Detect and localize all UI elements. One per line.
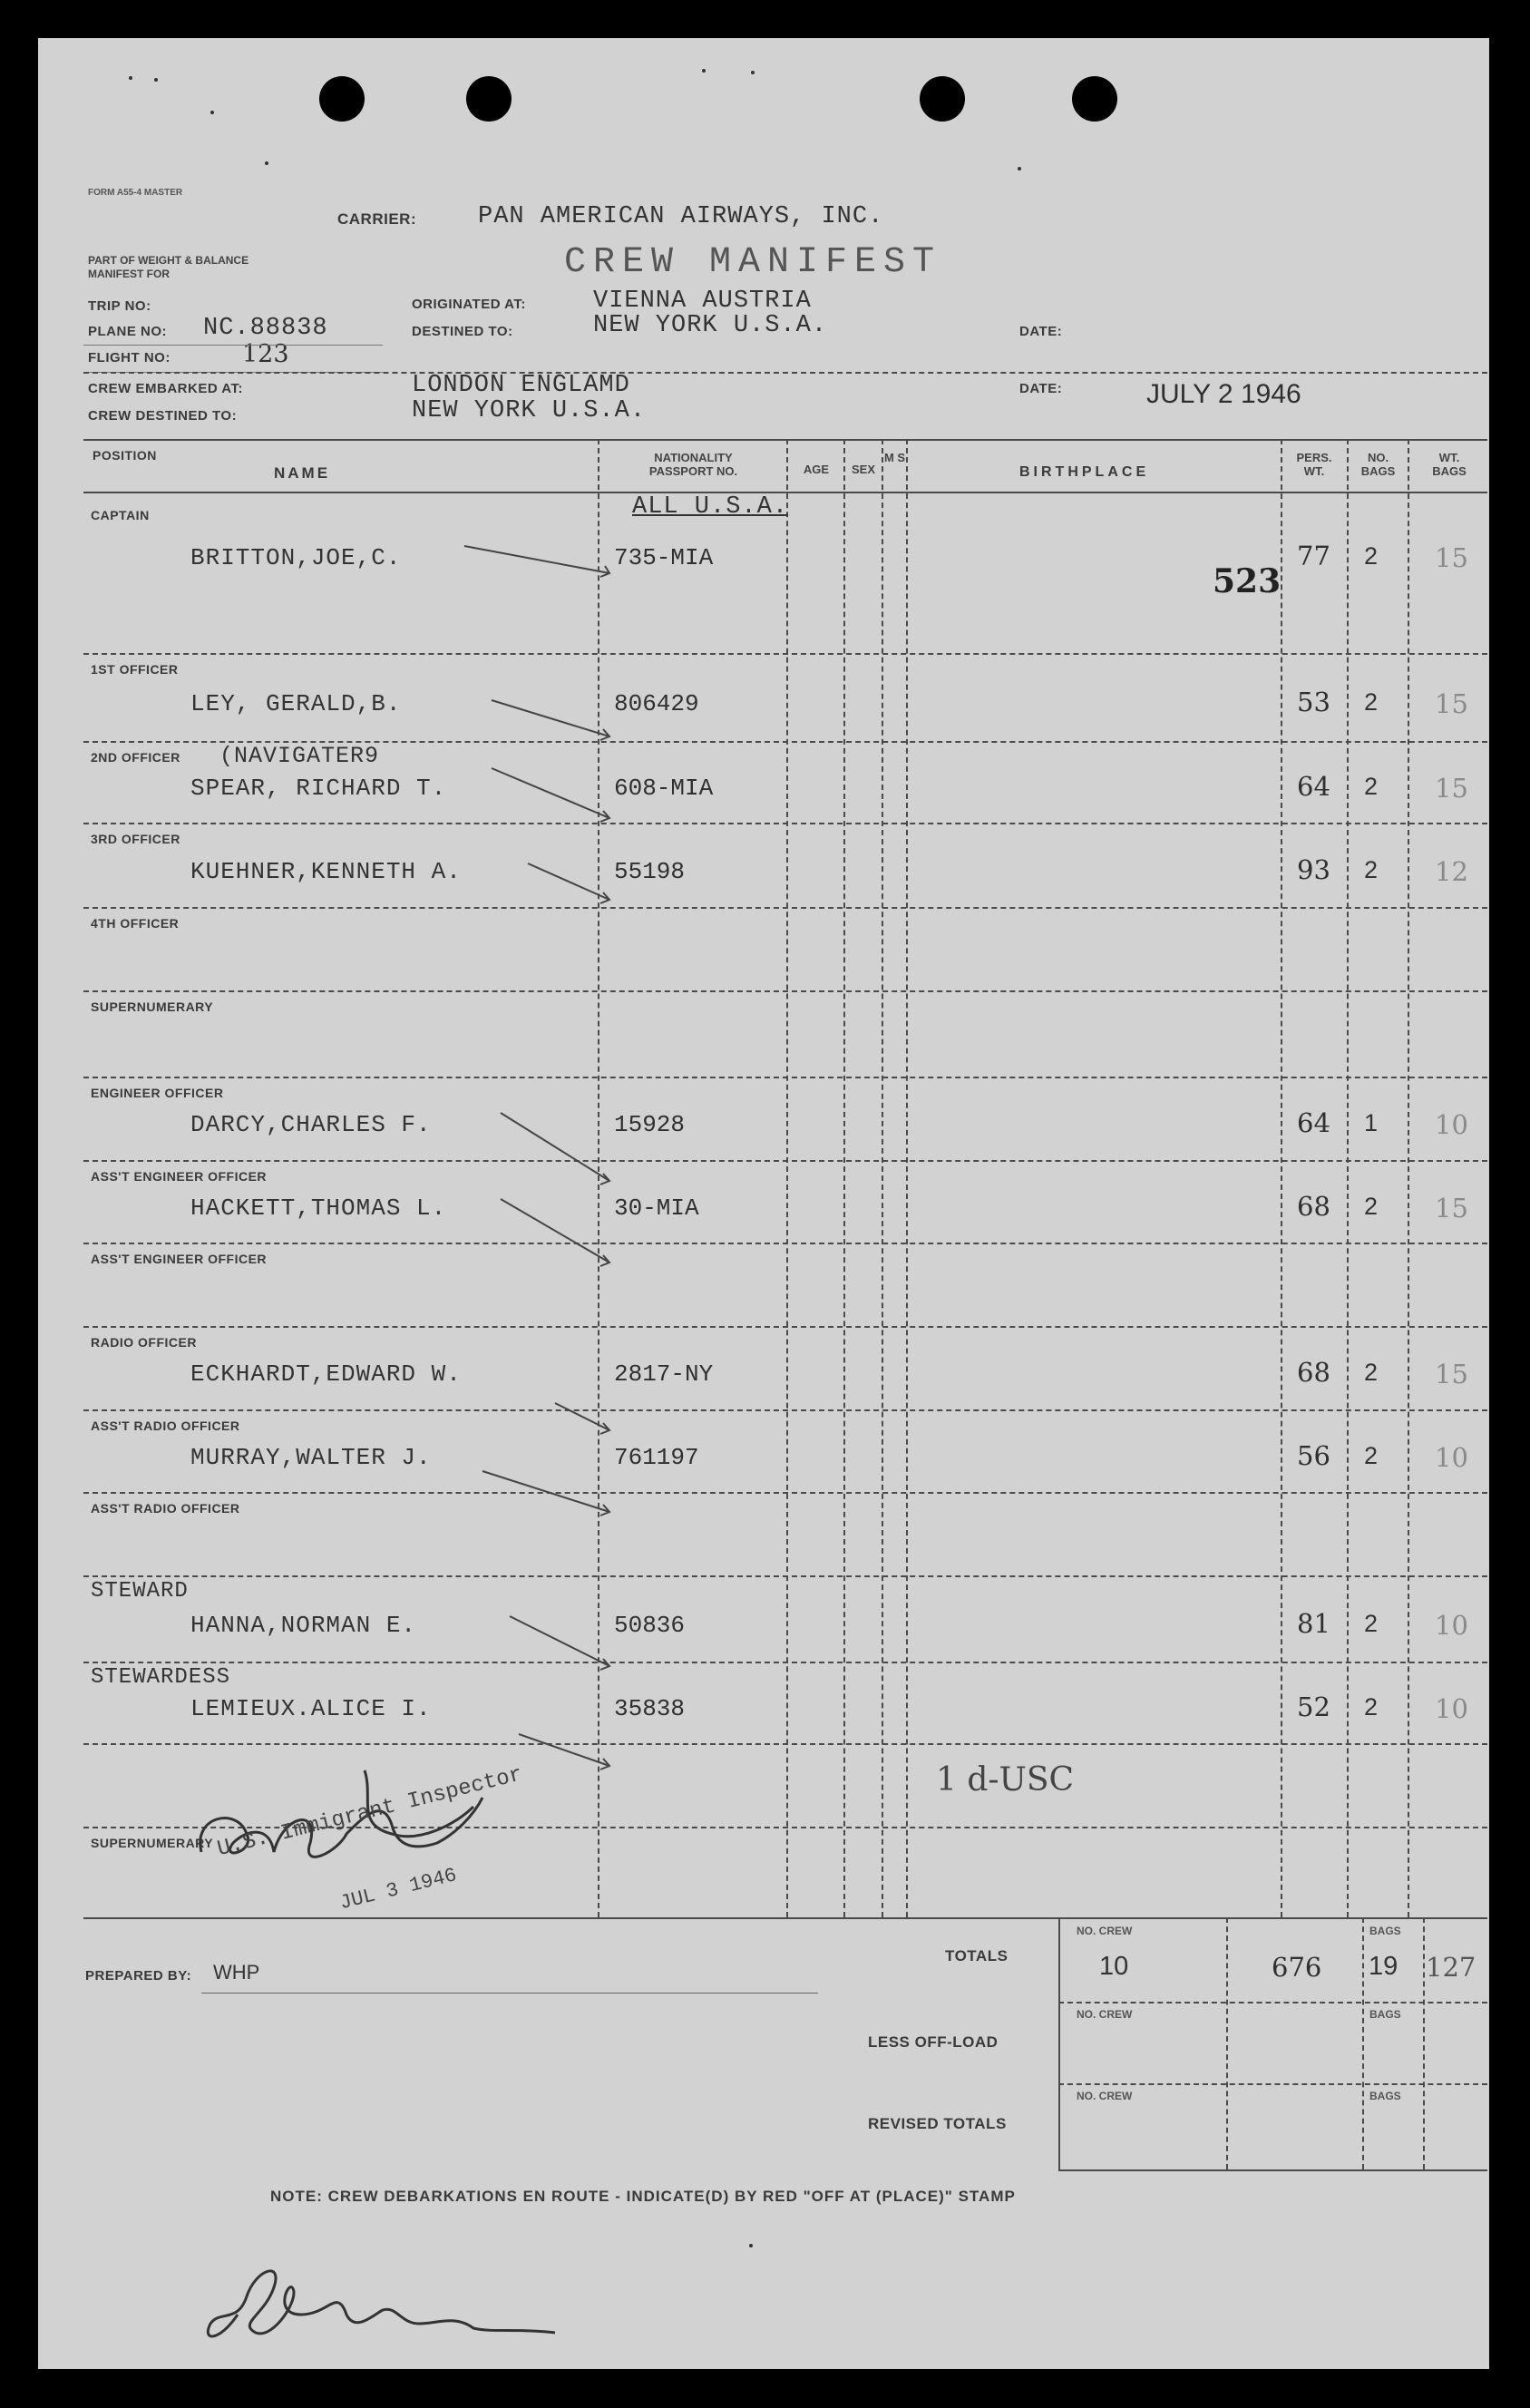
col-age: AGE: [803, 463, 830, 476]
destined-value: NEW YORK U.S.A.: [593, 312, 828, 339]
position-label: ASS'T ENGINEER OFFICER: [91, 1252, 268, 1266]
form-number: FORM A55-4 MASTER: [88, 188, 183, 198]
flight-no-label: FLIGHT NO:: [88, 350, 171, 366]
arrow-icon: [492, 768, 609, 822]
totals-rule: [1058, 2169, 1487, 2171]
row-divider: [83, 1326, 1487, 1328]
passport-no: 735-MIA: [614, 544, 714, 571]
arrow-icon: [501, 1199, 609, 1266]
col-bag-wt: [1409, 451, 1489, 478]
position-label: 4TH OFFICER: [91, 916, 180, 931]
speck: [1018, 167, 1021, 171]
date-label-2: DATE:: [1019, 381, 1063, 396]
carrier-value: PAN AMERICAN AIRWAYS, INC.: [478, 203, 884, 230]
crew-name: HACKETT,THOMAS L.: [190, 1194, 447, 1222]
passport-no: 30-MIA: [614, 1194, 699, 1222]
footer-rule: [83, 1917, 1487, 1919]
total-bag-weight: 127: [1426, 1952, 1476, 1983]
crew-embarked-label: CREW EMBARKED AT:: [88, 381, 243, 396]
position-label: STEWARD: [91, 1579, 189, 1604]
stamp-title: U.S. Immigrant Inspector: [215, 1762, 525, 1863]
crew-name: DARCY,CHARLES F.: [190, 1111, 432, 1138]
date-value: JULY 2 1946: [1146, 379, 1301, 409]
total-bags: 19: [1369, 1952, 1398, 1981]
passport-no: 55198: [614, 858, 686, 885]
revised-totals-label: REVISED TOTALS: [868, 2115, 1007, 2132]
row-divider: [83, 1243, 1487, 1244]
totals-divider: [1058, 1917, 1060, 2169]
bag-count: 2: [1364, 1693, 1379, 1721]
col-bags: [1349, 451, 1408, 478]
totals-rule: [1058, 2083, 1487, 2085]
personal-weight: 52: [1297, 1691, 1330, 1722]
col-nationality: [600, 451, 786, 478]
punch-hole: [319, 76, 365, 122]
row-divider: [83, 1492, 1487, 1494]
bag-weight: 10: [1435, 1442, 1468, 1473]
flight-no-value: 123: [242, 340, 289, 368]
crew-name: HANNA,NORMAN E.: [190, 1612, 417, 1639]
trip-no-label: TRIP NO:: [88, 298, 151, 314]
personal-weight: 64: [1297, 1107, 1330, 1138]
col-bag-wt-line2: BAGS: [1432, 464, 1467, 478]
signature-stroke: [208, 2271, 555, 2336]
personal-weight: 81: [1297, 1608, 1330, 1639]
destined-label: DESTINED TO:: [412, 324, 513, 339]
speck: [265, 161, 268, 165]
col-divider: [906, 439, 908, 1917]
bags-label: BAGS: [1369, 2090, 1401, 2102]
position-label: ASS'T RADIO OFFICER: [91, 1501, 240, 1516]
totals-divider: [1362, 1917, 1364, 2169]
crew-name: MURRAY,WALTER J.: [190, 1444, 432, 1471]
less-offload-label: LESS OFF-LOAD: [868, 2033, 999, 2051]
position-label: 1ST OFFICER: [91, 662, 179, 677]
position-label: SUPERNUMERARY: [91, 999, 214, 1014]
manifest-sheet: [38, 38, 1489, 2369]
arrow-icon: [519, 1734, 609, 1769]
bag-count: 2: [1364, 856, 1379, 883]
arrow-icon: [492, 700, 609, 740]
position-label: SUPERNUMERARY: [91, 1836, 214, 1850]
col-nationality-line1: NATIONALITY: [654, 451, 733, 464]
originated-value: VIENNA AUSTRIA: [593, 288, 812, 315]
bag-weight: 12: [1435, 856, 1468, 887]
speck: [129, 76, 132, 80]
check-arrows: [428, 528, 646, 1779]
footer-note: NOTE: CREW DEBARKATIONS EN ROUTE - INDICATE(D) BY RED "OFF AT (PLACE)" STAMP: [270, 2188, 1016, 2205]
manifest-for-label: MANIFEST FOR: [88, 268, 170, 280]
position-label: ENGINEER OFFICER: [91, 1086, 224, 1100]
col-nationality-line2: PASSPORT NO.: [648, 464, 738, 478]
originated-label: ORIGINATED AT:: [412, 297, 526, 312]
captain-signature: [201, 2260, 582, 2360]
row-divider: [83, 1077, 1487, 1078]
position-label: ASS'T ENGINEER OFFICER: [91, 1169, 268, 1184]
bag-weight: 15: [1435, 1193, 1468, 1223]
position-label: CAPTAIN: [91, 508, 150, 522]
bag-weight: 15: [1435, 1359, 1468, 1389]
row-divider: [83, 1662, 1487, 1663]
arrow-icon: [464, 546, 609, 577]
row-divider: [83, 1409, 1487, 1411]
passport-no: 608-MIA: [614, 775, 714, 802]
crew-name: LEY, GERALD,B.: [190, 690, 402, 717]
crew-embarked-value: LONDON ENGLAMD: [412, 372, 630, 399]
passport-no: 35838: [614, 1695, 686, 1722]
stamp-date: JUL 3 1946: [337, 1864, 460, 1916]
handwritten-note: 1 d-USC: [936, 1761, 1075, 1799]
totals-divider: [1226, 1917, 1228, 2169]
personal-weight: 93: [1297, 854, 1330, 885]
personal-weight: 64: [1297, 771, 1330, 802]
bags-label: BAGS: [1369, 1925, 1401, 1937]
bag-count: 2: [1364, 1193, 1379, 1220]
crew-destined-label: CREW DESTINED TO:: [88, 408, 238, 424]
arrow-icon: [482, 1471, 609, 1516]
row-divider: [83, 823, 1487, 824]
date-label-1: DATE:: [1019, 324, 1063, 339]
passport-no: 15928: [614, 1111, 686, 1138]
col-ms: M S: [883, 451, 906, 464]
personal-weight: 77: [1297, 541, 1330, 571]
no-crew-label: NO. CREW: [1077, 2090, 1133, 2102]
totals-divider: [1423, 1917, 1425, 2169]
passport-no: 761197: [614, 1444, 699, 1471]
part-of-label: PART OF WEIGHT & BALANCE: [88, 254, 249, 267]
row-divider: [83, 907, 1487, 909]
personal-weight: 53: [1297, 687, 1330, 717]
total-weight: 676: [1272, 1952, 1322, 1983]
col-pers-wt-line2: WT.: [1303, 464, 1325, 478]
col-birthplace: BIRTHPLACE: [1019, 464, 1150, 480]
passport-no: 2817-NY: [614, 1360, 714, 1388]
row-divider: [83, 1160, 1487, 1162]
crew-name: KUEHNER,KENNETH A.: [190, 858, 462, 885]
bag-weight: 10: [1435, 1693, 1468, 1724]
header-divider: [83, 372, 1487, 374]
bag-weight: 15: [1435, 688, 1468, 719]
col-divider: [1408, 439, 1409, 1917]
plane-no-value: NC.88838: [203, 315, 328, 342]
bag-weight: 15: [1435, 773, 1468, 804]
bag-weight: 15: [1435, 542, 1468, 573]
prepared-by-label: PREPARED BY:: [85, 1968, 192, 1984]
punch-hole: [1072, 76, 1117, 122]
bag-count: 2: [1364, 1359, 1379, 1386]
speck: [154, 78, 158, 82]
rule: [83, 345, 383, 346]
bag-count: 2: [1364, 773, 1379, 800]
crew-name: ECKHARDT,EDWARD W.: [190, 1360, 462, 1388]
arrow-icon: [555, 1403, 609, 1434]
col-pers-wt-line1: PERS.: [1296, 451, 1332, 464]
speck: [751, 71, 755, 74]
crew-destined-value: NEW YORK U.S.A.: [412, 397, 647, 424]
total-crew: 10: [1099, 1952, 1129, 1981]
row-divider: [83, 653, 1487, 655]
bags-label: BAGS: [1369, 2008, 1401, 2021]
row-divider: [83, 990, 1487, 992]
bag-count: 2: [1364, 1442, 1379, 1469]
personal-weight: 56: [1297, 1440, 1330, 1471]
bag-weight: 10: [1435, 1109, 1468, 1140]
col-divider: [786, 439, 788, 1917]
position-label: ASS'T RADIO OFFICER: [91, 1418, 240, 1433]
position-label: 3RD OFFICER: [91, 832, 180, 846]
plane-no-label: PLANE NO:: [88, 324, 167, 339]
col-divider: [882, 439, 883, 1917]
page-number: 523: [1213, 562, 1281, 600]
personal-weight: 68: [1297, 1191, 1330, 1222]
speck: [749, 2244, 753, 2247]
col-divider: [1347, 439, 1349, 1917]
totals-rule: [1058, 2002, 1487, 2003]
col-bags-line2: BAGS: [1360, 464, 1396, 478]
personal-weight: 68: [1297, 1357, 1330, 1388]
table-top-rule: [83, 439, 1487, 441]
col-name: NAME: [274, 464, 331, 482]
col-pers-wt: [1282, 451, 1346, 478]
position-label: 2ND OFFICER: [91, 750, 180, 765]
row-divider: [83, 1575, 1487, 1577]
col-divider: [1281, 439, 1282, 1917]
totals-label: TOTALS: [945, 1947, 1009, 1964]
no-crew-label: NO. CREW: [1077, 2008, 1133, 2021]
bag-count: 2: [1364, 1610, 1379, 1637]
crew-name: SPEAR, RICHARD T.: [190, 775, 447, 802]
carrier-label: CARRIER:: [337, 210, 417, 228]
col-divider: [843, 439, 845, 1917]
crew-name: BRITTON,JOE,C.: [190, 544, 402, 571]
position-label: STEWARDESS: [91, 1665, 231, 1690]
prepared-by-value: WHP: [213, 1961, 260, 1984]
passport-no: 50836: [614, 1612, 686, 1639]
col-position: POSITION: [93, 448, 157, 463]
col-bag-wt-line1: WT.: [1438, 451, 1460, 464]
speck: [702, 69, 706, 73]
prepared-by-rule: [201, 1993, 818, 1994]
no-crew-label: NO. CREW: [1077, 1925, 1133, 1937]
crew-name: LEMIEUX.ALICE I.: [190, 1695, 432, 1722]
col-sex: SEX: [851, 463, 875, 476]
bag-weight: 10: [1435, 1610, 1468, 1641]
punch-hole: [920, 76, 965, 122]
arrow-icon: [510, 1616, 609, 1670]
position-note: (NAVIGATER9: [219, 743, 380, 769]
passport-no: 806429: [614, 690, 699, 717]
bag-count: 2: [1364, 688, 1379, 716]
punch-hole: [466, 76, 512, 122]
bag-count: 1: [1364, 1109, 1379, 1136]
arrow-icon: [528, 863, 609, 903]
position-label: RADIO OFFICER: [91, 1335, 197, 1350]
bag-count: 2: [1364, 542, 1379, 570]
col-bags-line1: NO.: [1367, 451, 1389, 464]
form-title: CREW MANIFEST: [564, 242, 942, 283]
nationality-note: ALL U.S.A.: [632, 493, 789, 521]
speck: [210, 111, 214, 114]
arrow-icon: [501, 1113, 609, 1185]
